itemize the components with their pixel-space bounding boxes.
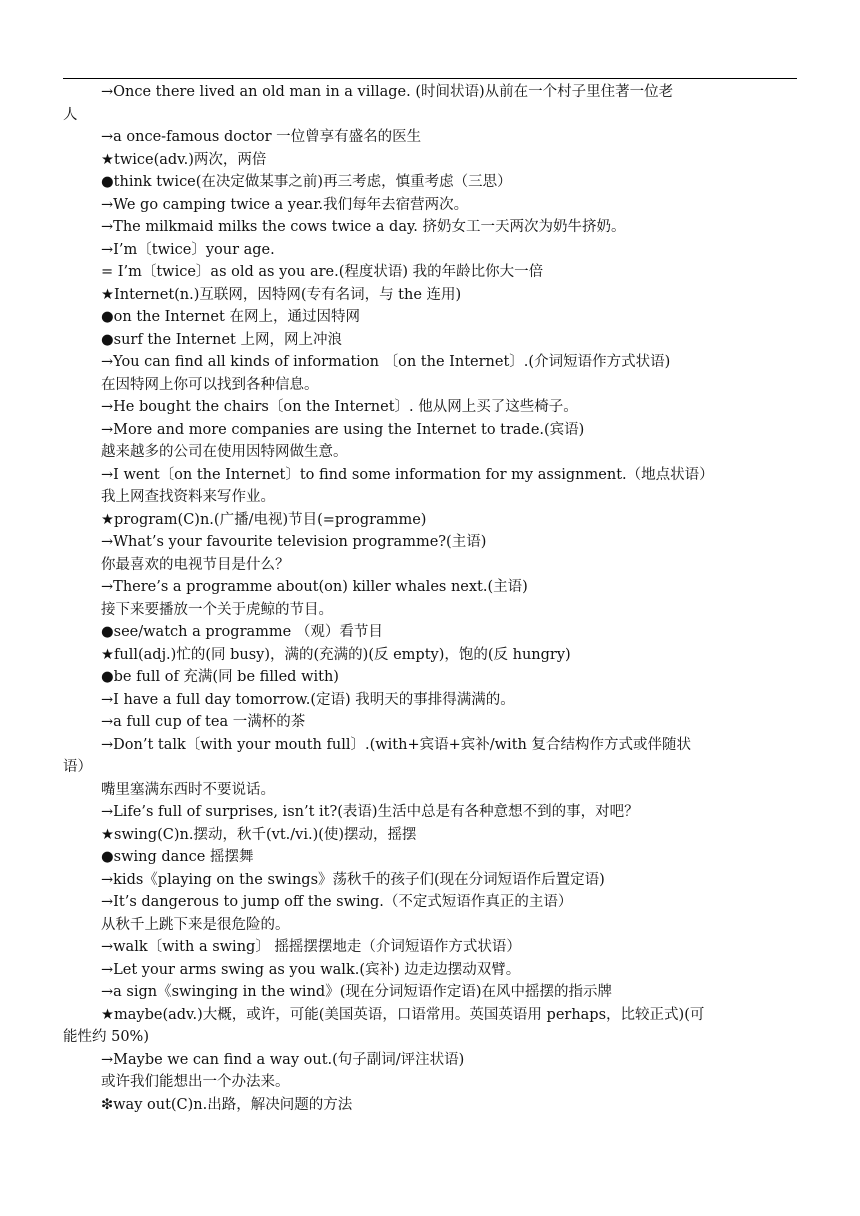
text-line: 嘴里塞满东西时不要说话。: [101, 781, 275, 798]
text-line: →What’s your favourite television programme?(主语): [101, 534, 487, 550]
text-line: →More and more companies are using the Internet to trade.(宾语): [101, 421, 585, 438]
text-line: ★program(C)n.(广播/电视)节目(=programme): [101, 511, 427, 528]
text-line: 接下来要播放一个关于虎鲸的节目。: [101, 601, 333, 618]
text-line: →We go camping twice a year.我们每年去宿营两次。: [101, 196, 469, 213]
text-line: 越来越多的公司在使用因特网做生意。: [101, 444, 348, 460]
text-line: ❇way out(C)n.出路，解决问题的方法: [101, 1096, 353, 1113]
text-line: →Don’t talk〔with your mouth full〕.(with+宾语+宾补/with 复合结构作方式或伴随状: [101, 736, 691, 753]
text-line: →You can find all kinds of information 〔on the Internet〕.(介词短语作方式状语): [101, 354, 671, 370]
text-line: ★twice(adv.)两次，两倍: [101, 151, 267, 168]
text-line: →walk〔with a swing〕 摇摇摆摆地走（介词短语作方式状语）: [101, 939, 521, 955]
text-line: →Life’s full of surprises, isn’t it?(表语)生活中总是有各种意想不到的事，对吧？: [101, 804, 639, 820]
document-body: [63, 81, 803, 1116]
text-line: →Let your arms swing as you walk.(宾补) 边走边摆动双臂。: [101, 961, 521, 978]
text-line: 语）: [63, 759, 92, 775]
text-line: ★full(adj.)忙的(同 busy)，满的(充满的)(反 empty)，饱的(反 hungry): [101, 646, 571, 663]
text-line: ●see/watch a programme （观）看节目: [101, 624, 383, 640]
text-line: →kids《playing on the swings》荡秋千的孩子们(现在分词短语作后置定语): [101, 871, 605, 888]
text-line: ★Internet(n.)互联网，因特网(专有名词，与 the 连用): [101, 286, 462, 303]
text-line: 在因特网上你可以找到各种信息。: [101, 376, 319, 393]
text-line: →I have a full day tomorrow.(定语) 我明天的事排得满满的。: [101, 691, 515, 708]
text-line: 从秋千上跳下来是很危险的。: [101, 916, 290, 933]
text-line: →a full cup of tea 一满杯的茶: [101, 714, 306, 730]
text-line: ★swing(C)n.摆动，秋千(vt./vi.)(使)摆动，摇摆: [101, 826, 417, 843]
text-line: ●swing dance 摇摆舞: [101, 849, 254, 865]
text-line: ●think twice(在决定做某事之前)再三考虑，慎重考虑（三思）: [101, 174, 512, 190]
text-line: 能性约 50%): [63, 1029, 149, 1045]
text-line: →a sign《swinging in the wind》(现在分词短语作定语)在风中摇摆的指示牌: [101, 984, 613, 1000]
header-rule: [63, 78, 797, 79]
text-line: →a once-famous doctor 一位曾享有盛名的医生: [101, 129, 422, 145]
text-line: →He bought the chairs〔on the Internet〕. 他从网上买了这些椅子。: [101, 399, 578, 415]
text-line: →The milkmaid milks the cows twice a day. 挤奶女工一天两次为奶牛挤奶。: [101, 219, 626, 235]
text-line: = I’m〔twice〕as old as you are.(程度状语) 我的年龄比你大一倍: [101, 264, 544, 280]
text-line: ●on the Internet 在网上，通过因特网: [101, 309, 360, 325]
text-line: →I went〔on the Internet〕to find some information for my assignment.（地点状语）: [101, 466, 714, 483]
text-line: →It’s dangerous to jump off the swing.（不定式短语作真正的主语）: [101, 894, 573, 910]
text-line: 或许我们能想出一个办法来。: [101, 1074, 290, 1090]
text-line: →Maybe we can find a way out.(句子副词/评注状语): [101, 1051, 465, 1068]
text-line: ★maybe(adv.)大概，或许，可能(美国英语，口语常用。英国英语用 perhaps，比较正式)(可: [101, 1006, 705, 1023]
text-line: 我上网查找资料来写作业。: [101, 489, 275, 505]
text-line: ●surf the Internet 上网，网上冲浪: [101, 331, 342, 348]
text-line: →There’s a programme about(on) killer whales next.(主语): [101, 579, 528, 595]
text-line: 人: [63, 106, 78, 123]
text-line: 你最喜欢的电视节目是什么？: [101, 556, 290, 573]
text-line: ●be full of 充满(同 be filled with): [101, 669, 339, 685]
text-line: →I’m〔twice〕your age.: [101, 241, 275, 258]
text-line: →Once there lived an old man in a village. (时间状语)从前在一个村子里住著一位老: [101, 84, 674, 100]
